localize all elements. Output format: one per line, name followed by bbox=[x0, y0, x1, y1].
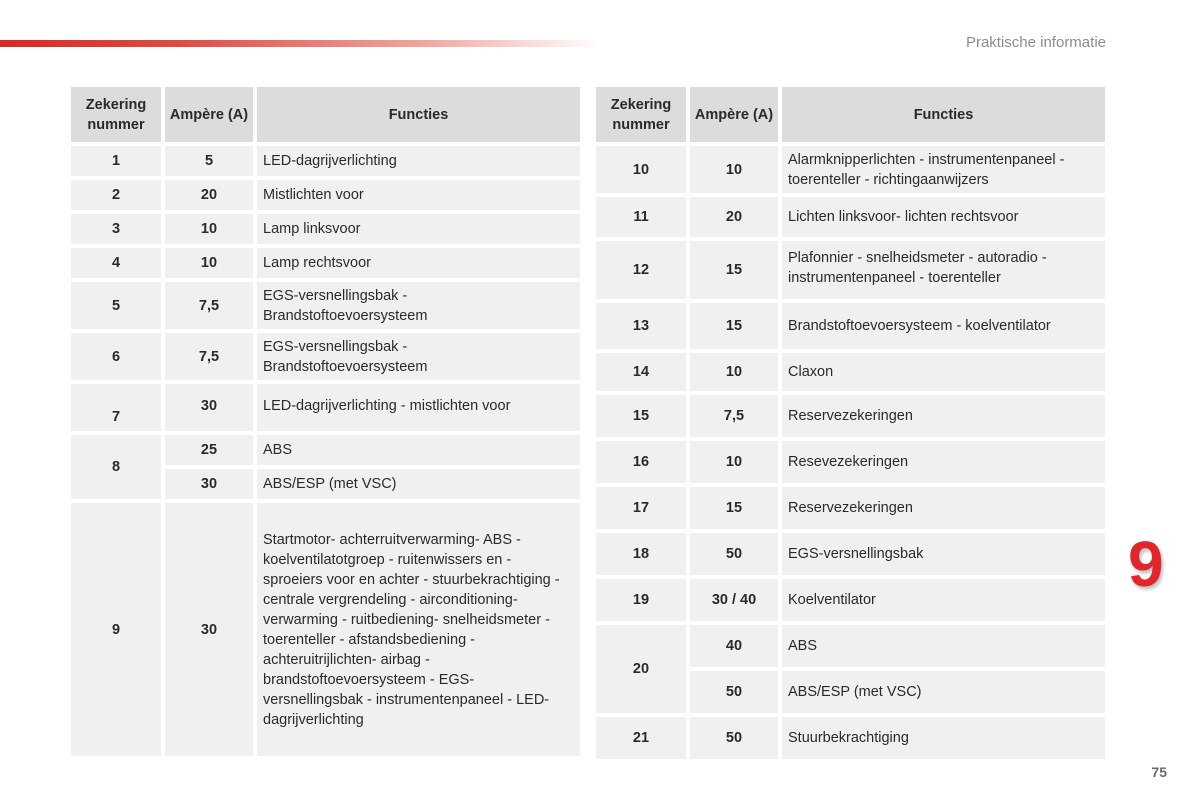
fuse-function: Reservezekeringen bbox=[782, 487, 1105, 529]
fuse-table-right bbox=[592, 83, 1109, 763]
page-number: 75 bbox=[1151, 764, 1167, 780]
fuse-function: Lichten linksvoor- lichten rechtsvoor bbox=[782, 197, 1105, 237]
fuse-function: ABS bbox=[257, 435, 580, 465]
fuse-number: 5 bbox=[71, 282, 161, 329]
fuse-number: 9 bbox=[71, 503, 161, 756]
header-amperage: Ampère (A) bbox=[165, 87, 253, 142]
fuse-number: 3 bbox=[71, 214, 161, 244]
header-fuse-number: Zekering nummer bbox=[596, 87, 686, 142]
fuse-number: 8 bbox=[71, 435, 161, 499]
fuse-amperage: 50 bbox=[690, 671, 778, 713]
fuse-function: Stuurbekrachtiging bbox=[782, 717, 1105, 759]
table-row bbox=[596, 625, 1105, 667]
fuse-amperage: 15 bbox=[690, 303, 778, 349]
fuse-number: 18 bbox=[596, 533, 686, 575]
table-header-row bbox=[71, 87, 580, 142]
fuse-amperage: 20 bbox=[165, 180, 253, 210]
fuse-function: EGS-versnellingsbak - Brandstoftoevoersysteem bbox=[257, 333, 580, 380]
table-row bbox=[596, 146, 1105, 193]
fuse-amperage: 30 / 40 bbox=[690, 579, 778, 621]
table-row bbox=[71, 282, 580, 329]
fuse-function: Brandstoftoevoersysteem - koelventilator bbox=[782, 303, 1105, 349]
fuse-function: EGS-versnellingsbak bbox=[782, 533, 1105, 575]
fuse-number: 21 bbox=[596, 717, 686, 759]
table-row bbox=[71, 333, 580, 380]
table-row bbox=[596, 441, 1105, 483]
fuse-amperage: 25 bbox=[165, 435, 253, 465]
fuse-function: Mistlichten voor bbox=[257, 180, 580, 210]
fuse-amperage: 30 bbox=[165, 469, 253, 499]
fuse-amperage: 15 bbox=[690, 241, 778, 299]
fuse-function: Reservezekeringen bbox=[782, 395, 1105, 437]
table-row bbox=[596, 579, 1105, 621]
fuse-amperage: 5 bbox=[165, 146, 253, 176]
header-functions: Functies bbox=[257, 87, 580, 142]
fuse-number: 4 bbox=[71, 248, 161, 278]
fuse-amperage: 7,5 bbox=[690, 395, 778, 437]
fuse-function: Plafonnier - snelheidsmeter - autoradio - instrumentenpaneel - toerenteller bbox=[782, 241, 1105, 299]
table-row bbox=[596, 241, 1105, 299]
fuse-number: 17 bbox=[596, 487, 686, 529]
fuse-amperage: 10 bbox=[690, 146, 778, 193]
table-row bbox=[71, 248, 580, 278]
fuse-number: 2 bbox=[71, 180, 161, 210]
fuse-number: 19 bbox=[596, 579, 686, 621]
table-row bbox=[71, 214, 580, 244]
fuse-function: ABS/ESP (met VSC) bbox=[782, 671, 1105, 713]
fuse-table-left bbox=[67, 83, 584, 760]
fuse-function: ABS bbox=[782, 625, 1105, 667]
header-fuse-number: Zekering nummer bbox=[71, 87, 161, 142]
fuse-function: Resevezekeringen bbox=[782, 441, 1105, 483]
fuse-amperage: 7,5 bbox=[165, 282, 253, 329]
fuse-function: EGS-versnellingsbak - Brandstoftoevoersysteem bbox=[257, 282, 580, 329]
table-row bbox=[71, 503, 580, 756]
fuse-amperage: 10 bbox=[165, 214, 253, 244]
section-title: Praktische informatie bbox=[965, 34, 1106, 51]
fuse-function: Claxon bbox=[782, 353, 1105, 391]
fuse-function: LED-dagrijverlichting bbox=[257, 146, 580, 176]
fuse-number: 12 bbox=[596, 241, 686, 299]
fuse-amperage: 20 bbox=[690, 197, 778, 237]
header-functions: Functies bbox=[782, 87, 1105, 142]
fuse-amperage: 50 bbox=[690, 533, 778, 575]
fuse-number: 20 bbox=[596, 625, 686, 713]
fuse-number: 15 bbox=[596, 395, 686, 437]
fuse-amperage: 50 bbox=[690, 717, 778, 759]
header-accent-bar bbox=[0, 40, 600, 47]
fuse-function: Lamp rechtsvoor bbox=[257, 248, 580, 278]
fuse-amperage: 40 bbox=[690, 625, 778, 667]
table-row bbox=[596, 717, 1105, 759]
fuse-number: 1 bbox=[71, 146, 161, 176]
fuse-function: LED-dagrijverlichting - mistlichten voor bbox=[257, 384, 580, 431]
fuse-number: 14 bbox=[596, 353, 686, 391]
fuse-number: 10 bbox=[596, 146, 686, 193]
fuse-function: Alarmknipperlichten - instrumentenpaneel - toerenteller - richtingaanwijzers bbox=[782, 146, 1105, 193]
fuse-amperage: 30 bbox=[165, 503, 253, 756]
table-row bbox=[71, 180, 580, 210]
table-row bbox=[596, 303, 1105, 349]
fuse-amperage: 30 bbox=[165, 384, 253, 431]
fuse-number: 6 bbox=[71, 333, 161, 380]
fuse-function: Koelventilator bbox=[782, 579, 1105, 621]
table-row bbox=[596, 487, 1105, 529]
fuse-number: 7 bbox=[71, 384, 161, 431]
table-row bbox=[71, 146, 580, 176]
fuse-function: ABS/ESP (met VSC) bbox=[257, 469, 580, 499]
fuse-amperage: 7,5 bbox=[165, 333, 253, 380]
table-row bbox=[596, 353, 1105, 391]
chapter-number: 9 bbox=[1128, 528, 1164, 600]
header-amperage: Ampère (A) bbox=[690, 87, 778, 142]
fuse-amperage: 10 bbox=[165, 248, 253, 278]
fuse-number: 11 bbox=[596, 197, 686, 237]
fuse-amperage: 10 bbox=[690, 441, 778, 483]
table-row bbox=[71, 435, 580, 465]
table-row bbox=[71, 384, 580, 431]
fuse-number: 16 bbox=[596, 441, 686, 483]
fuse-number: 13 bbox=[596, 303, 686, 349]
fuse-amperage: 15 bbox=[690, 487, 778, 529]
fuse-function: Lamp linksvoor bbox=[257, 214, 580, 244]
table-row bbox=[596, 533, 1105, 575]
fuse-amperage: 10 bbox=[690, 353, 778, 391]
fuse-function: Startmotor- achterruitverwarming- ABS - koelventilatotgroep - ruitenwissers en - sproeiers voor en achter - stuurbekrachtiging - centrale vergrendeling - airconditioning- verwarming - ruitbediening- snelheidsmeter - toerenteller - afstandsbediening - achteruitrijlichten- airbag - brandstoftoevoersysteem - EGS-versnellingsbak - instrumentenpaneel - LED-dagrijverlichting bbox=[257, 503, 580, 756]
table-row bbox=[596, 197, 1105, 237]
table-header-row bbox=[596, 87, 1105, 142]
table-row bbox=[596, 395, 1105, 437]
